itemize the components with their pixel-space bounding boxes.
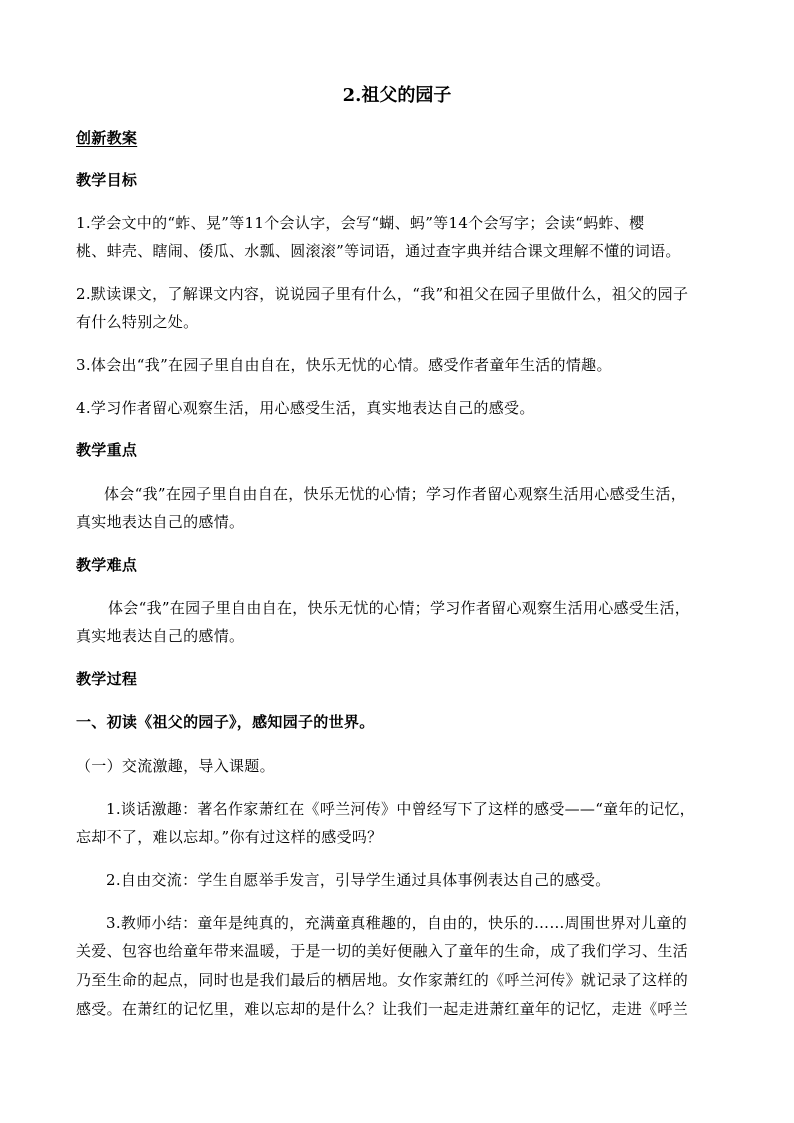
difficulties-line-1: 体会“我”在园子里自由自在，快乐无忧的心情；学习作者留心观察生活用心感受生活， <box>108 599 691 617</box>
step3-line-3: 乃至生命的起点，同时也是我们最后的栖居地。女作家萧红的《呼兰河传》就记录了这样的 <box>76 971 689 989</box>
step1-line-2: 忘却不了，难以忘却。”你有过这样的感受吗？ <box>76 828 383 846</box>
key-points-line-2: 真实地表达自己的感情。 <box>76 513 245 531</box>
goals-line-1: 1.学会文中的“蚱、晃”等11个会认字，会写“蝴、蚂”等14个会写字；会读“蚂蚱、樱 <box>76 214 645 232</box>
step2-line-1: 2.自由交流：学生自愿举手发言，引导学生通过具体事例表达自己的感受。 <box>106 871 611 889</box>
key-points-heading: 教学重点 <box>76 441 138 459</box>
goals-line-5: 3.体会出“我”在园子里自由自在，快乐无忧的心情。感受作者童年生活的情趣。 <box>76 356 612 374</box>
step3-line-2: 关爱、包容也给童年带来温暖，于是一切的美好便融入了童年的生命，成了我们学习、生活 <box>76 942 689 960</box>
part-one-heading: 一、初读《祖父的园子》，感知园子的世界。 <box>76 713 375 731</box>
document-title: 2.祖父的园子 <box>342 85 452 106</box>
innovative-plan-label: 创新教案 <box>76 129 138 147</box>
step3-line-4: 感受。在萧红的记忆里，难以忘却的是什么？让我们一起走进萧红童年的记忆，走进《呼兰 <box>76 1000 689 1018</box>
difficulties-line-2: 真实地表达自己的感情。 <box>76 627 245 645</box>
step3-line-1: 3.教师小结：童年是纯真的，充满童真稚趣的，自由的，快乐的……周围世界对儿童的 <box>106 914 688 932</box>
difficulties-heading: 教学难点 <box>76 556 138 574</box>
goals-line-2: 桃、蚌壳、瞎闹、倭瓜、水瓢、圆滚滚”等词语，通过查字典并结合课文理解不懂的词语。 <box>76 242 681 260</box>
key-points-line-1: 体会“我”在园子里自由自在，快乐无忧的心情；学习作者留心观察生活用心感受生活， <box>104 485 687 503</box>
step1-line-1: 1.谈话激趣：著名作家萧红在《呼兰河传》中曾经写下了这样的感受——“童年的记忆， <box>106 800 695 818</box>
goals-line-4: 有什么特别之处。 <box>76 313 199 331</box>
goals-line-3: 2.默读课文，了解课文内容，说说园子里有什么，“我”和祖父在园子里做什么，祖父的园子 <box>76 285 689 303</box>
process-heading: 教学过程 <box>76 670 138 688</box>
sub-heading: （一）交流激趣，导入课题。 <box>76 757 275 775</box>
goals-heading: 教学目标 <box>76 171 138 189</box>
goals-line-6: 4.学习作者留心观察生活，用心感受生活，真实地表达自己的感受。 <box>76 399 535 417</box>
